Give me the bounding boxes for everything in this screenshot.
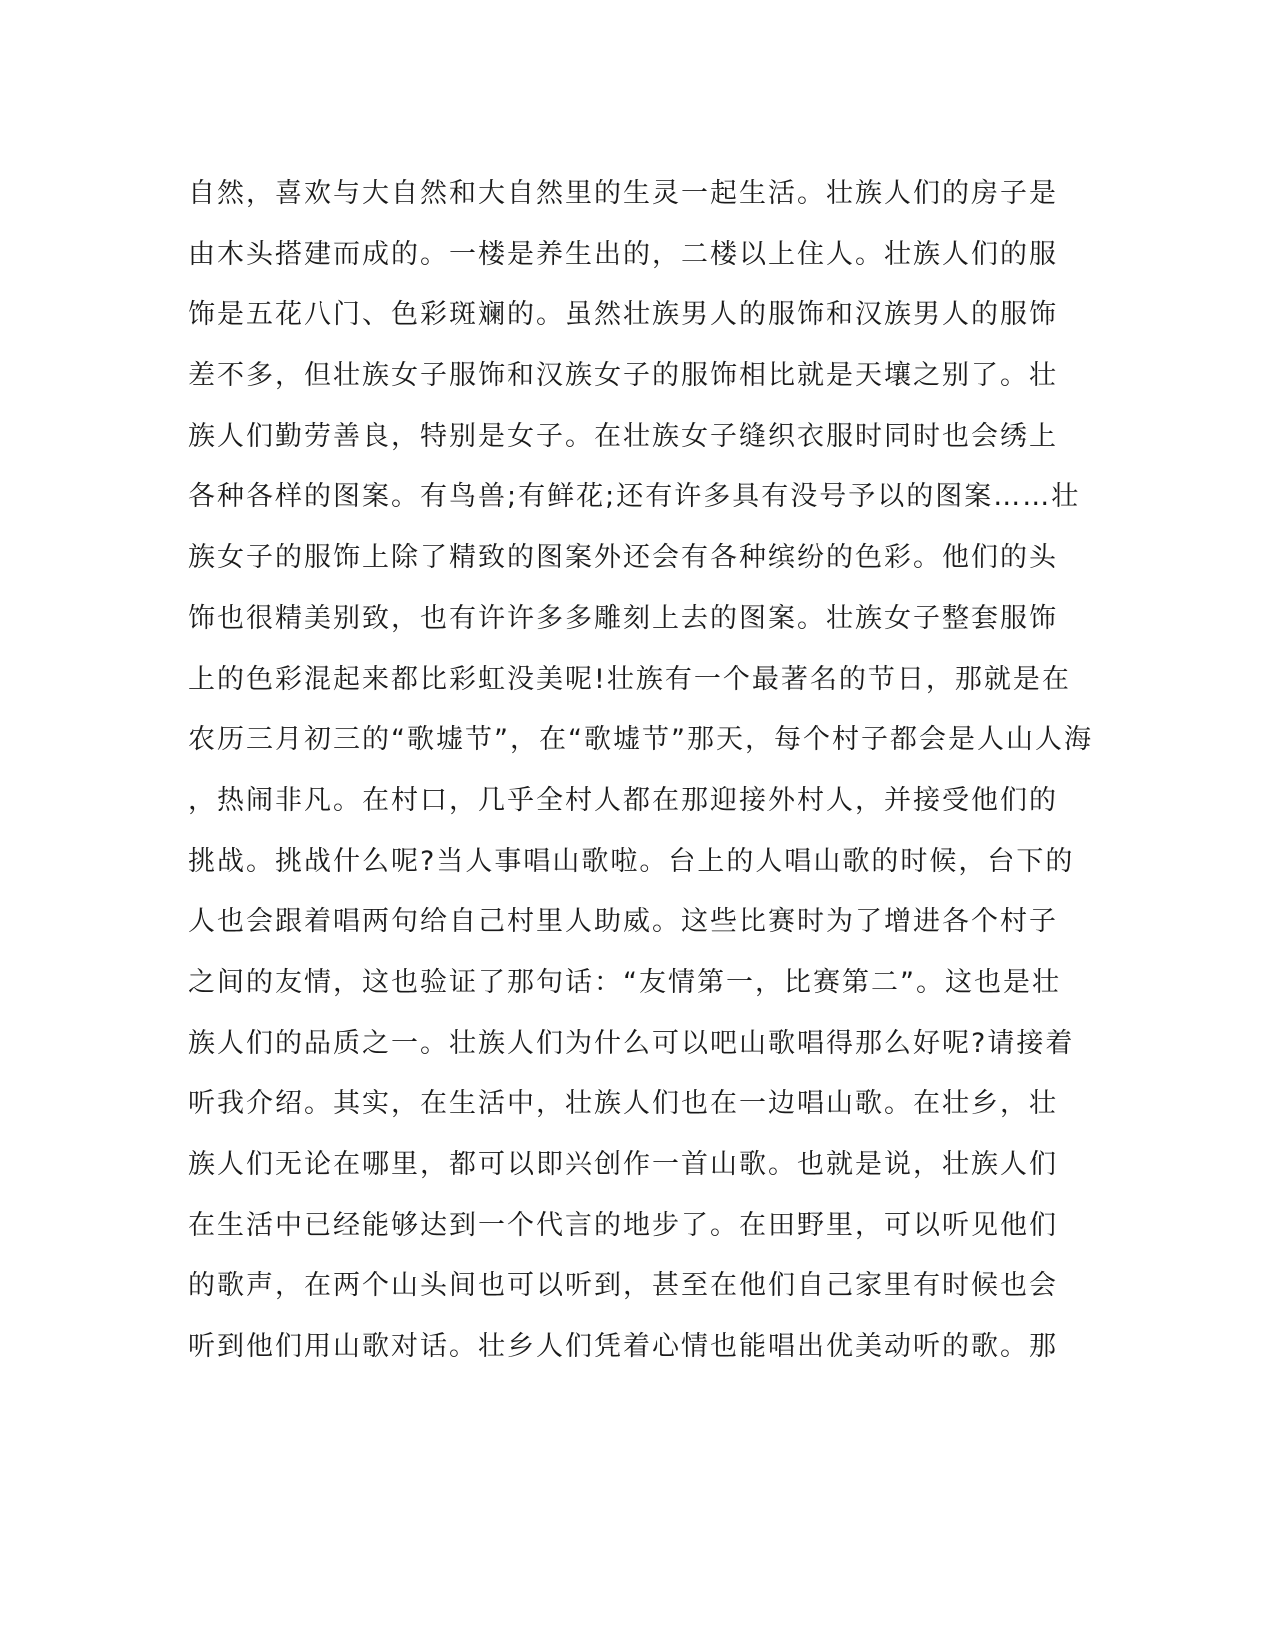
text-line-3: 饰是五花八门、色彩斑斓的。虽然壮族男人的服饰和汉族男人的服饰 bbox=[188, 299, 1058, 331]
text-line-17: 族人们无论在哪里，都可以即兴创作一首山歌。也就是说，壮族人们 bbox=[188, 1149, 1058, 1180]
text-line-13: 人也会跟着唱两句给自己村里人助威。这些比赛时为了增进各个村子 bbox=[188, 906, 1058, 938]
text-line-15: 族人们的品质之一。壮族人们为什么可以吧山歌唱得那么好呢?请接着 bbox=[188, 1027, 1075, 1059]
text-line-4: 差不多，但壮族女子服饰和汉族女子的服饰相比就是天壤之别了。壮 bbox=[188, 360, 1058, 392]
text-line-5: 族人们勤劳善良，特别是女子。在壮族女子缝织衣服时同时也会绣上 bbox=[188, 420, 1058, 452]
text-line-19: 的歌声，在两个山头间也可以听到，甚至在他们自己家里有时候也会 bbox=[188, 1270, 1058, 1302]
text-line-16: 听我介绍。其实，在生活中，壮族人们也在一边唱山歌。在壮乡，壮 bbox=[188, 1088, 1058, 1120]
text-line-14: 之间的友情，这也验证了那句话：“友情第一，比赛第二”。这也是壮 bbox=[188, 966, 1061, 998]
text-line-12: 挑战。挑战什么呢?当人事唱山歌啦。台上的人唱山歌的时候，台下的 bbox=[188, 845, 1075, 877]
body-text bbox=[188, 164, 1093, 1378]
text-line-10: 农历三月初三的“歌墟节”，在“歌墟节”那天，每个村子都会是人山人海 bbox=[188, 724, 1093, 756]
text-line-7: 族女子的服饰上除了精致的图案外还会有各种缤纷的色彩。他们的头 bbox=[188, 542, 1058, 574]
text-line-8: 饰也很精美别致，也有许许多多雕刻上去的图案。壮族女子整套服饰 bbox=[188, 602, 1058, 634]
text-line-2: 由木头搭建而成的。一楼是养生出的，二楼以上住人。壮族人们的服 bbox=[188, 238, 1058, 270]
text-line-20: 听到他们用山歌对话。壮乡人们凭着心情也能唱出优美动听的歌。那 bbox=[188, 1331, 1058, 1363]
text-line-11: ，热闹非凡。在村口，几乎全村人都在那迎接外村人，并接受他们的 bbox=[188, 784, 1058, 816]
text-line-9: 上的色彩混起来都比彩虹没美呢!壮族有一个最著名的节日，那就是在 bbox=[188, 663, 1071, 695]
text-line-6: 各种各样的图案。有鸟兽;有鲜花;还有许多具有没号予以的图案……壮 bbox=[188, 481, 1081, 513]
text-line-18: 在生活中已经能够达到一个代言的地步了。在田野里，可以听见他们 bbox=[188, 1209, 1058, 1241]
text-line-1: 自然，喜欢与大自然和大自然里的生灵一起生活。壮族人们的房子是 bbox=[188, 178, 1058, 209]
